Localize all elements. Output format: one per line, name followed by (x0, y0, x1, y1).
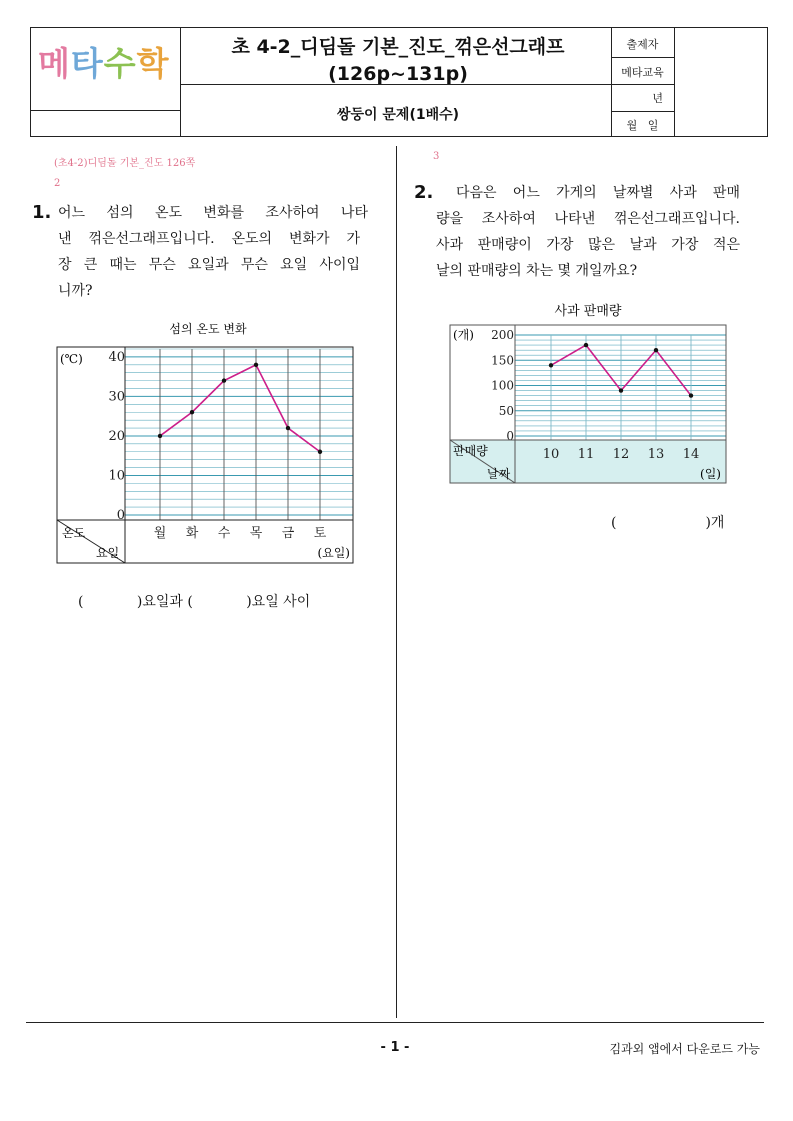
y-tick-label: 20 (108, 428, 125, 444)
header-divider (30, 110, 180, 111)
y-tick-label: 40 (108, 349, 125, 365)
answer-line: ( )개 (611, 515, 725, 531)
question-line: 날의 판매량의 차는 몇 개일까요? (436, 263, 638, 279)
row-label: 온도 (62, 526, 86, 540)
header-divider (180, 27, 181, 137)
x-unit-label: (일) (700, 467, 721, 481)
x-tick-label: 토 (313, 526, 327, 541)
x-tick-label: 수 (217, 526, 231, 541)
question-line: 니까? (58, 283, 93, 299)
footer-rule (26, 1022, 764, 1023)
x-tick-label: 금 (281, 526, 295, 541)
col-label: 요일 (96, 546, 120, 560)
logo-char: 수 (103, 44, 137, 83)
question-line: 사과 판매량이 가장 많은 날과 가장 적은 (436, 237, 740, 253)
question-line: 다음은 어느 가게의 날짜별 사과 판매 (456, 185, 740, 201)
header-divider (611, 111, 674, 112)
page-number: - 1 - (380, 1040, 410, 1055)
header-divider (674, 27, 675, 137)
data-point (318, 450, 322, 454)
source-reference: (초4-2)디딤돌 기본_진도 126쪽 (54, 158, 196, 169)
logo-char: 학 (136, 44, 170, 83)
question-line: 량을 조사하여 나타낸 꺾은선그래프입니다. (436, 211, 740, 227)
author-label: 출제자 (626, 38, 659, 51)
x-tick-label: 화 (185, 526, 199, 541)
download-note: 김과외 앱에서 다운로드 가능 (609, 1042, 760, 1056)
x-tick-label: 월 (153, 526, 167, 541)
y-tick-label: 10 (108, 468, 125, 484)
data-point (549, 363, 553, 367)
answer-line: ( )요일과 ( )요일 사이 (78, 594, 311, 610)
source-page: 3 (433, 151, 440, 162)
col-label: 날짜 (487, 467, 511, 481)
logo-char: 타 (70, 44, 104, 83)
page-title-pages: (126p~131p) (328, 63, 468, 85)
y-tick-label: 0 (116, 508, 125, 523)
question-number: 1. (32, 202, 52, 223)
logo-char: 메 (38, 44, 71, 83)
x-tick-label: 10 (542, 447, 560, 462)
year-label: 년 (652, 92, 663, 105)
data-point (654, 348, 658, 352)
y-tick-label: 150 (491, 353, 514, 368)
x-tick-label: 목 (249, 526, 263, 541)
source-page: 2 (54, 178, 61, 189)
data-point (190, 410, 194, 414)
column-divider (396, 146, 397, 1018)
y-tick-label: 50 (498, 403, 514, 418)
page-title: 초 4-2_디딤돌 기본_진도_꺾은선그래프 (231, 36, 565, 58)
date-label: 월 일 (626, 119, 659, 132)
author-value: 메타교육 (621, 66, 664, 79)
y-tick-label: 0 (506, 429, 514, 443)
data-point (689, 393, 693, 397)
data-point (254, 363, 258, 367)
series-line (160, 365, 320, 452)
page-subtitle: 쌍둥이 문제(1배수) (336, 107, 460, 123)
data-point (619, 388, 623, 392)
y-tick-label: 30 (108, 389, 125, 405)
header-divider (611, 57, 674, 58)
y-tick-label: 200 (491, 328, 514, 342)
x-tick-label: 12 (612, 447, 630, 462)
y-tick-label: 100 (491, 378, 514, 393)
chart-title: 사과 판매량 (554, 304, 622, 319)
data-point (158, 434, 162, 438)
x-tick-label: 14 (682, 447, 700, 462)
temperature-line-chart (50, 315, 360, 567)
question-line: 낸 꺾은선그래프입니다. 온도의 변화가 가 (58, 231, 360, 247)
chart-grid (515, 335, 726, 440)
question-line: 장 큰 때는 무슨 요일과 무슨 요일 사이입 (58, 257, 360, 273)
data-point (286, 426, 290, 430)
y-unit-label: (℃) (60, 352, 83, 366)
data-point (584, 343, 588, 347)
x-tick-label: 13 (647, 447, 665, 462)
question-number: 2. (414, 182, 434, 203)
data-point (222, 378, 226, 382)
chart-frame (57, 347, 353, 563)
apple-sales-line-chart (445, 295, 735, 490)
x-tick-label: 11 (577, 447, 595, 462)
y-unit-label: (개) (453, 328, 474, 342)
logo (38, 44, 178, 84)
row-label: 판매량 (453, 444, 488, 458)
question-line: 어느 섬의 온도 변화를 조사하여 나타 (58, 205, 368, 221)
x-unit-label: (요일) (317, 546, 350, 560)
chart-title: 섬의 온도 변화 (169, 322, 247, 336)
